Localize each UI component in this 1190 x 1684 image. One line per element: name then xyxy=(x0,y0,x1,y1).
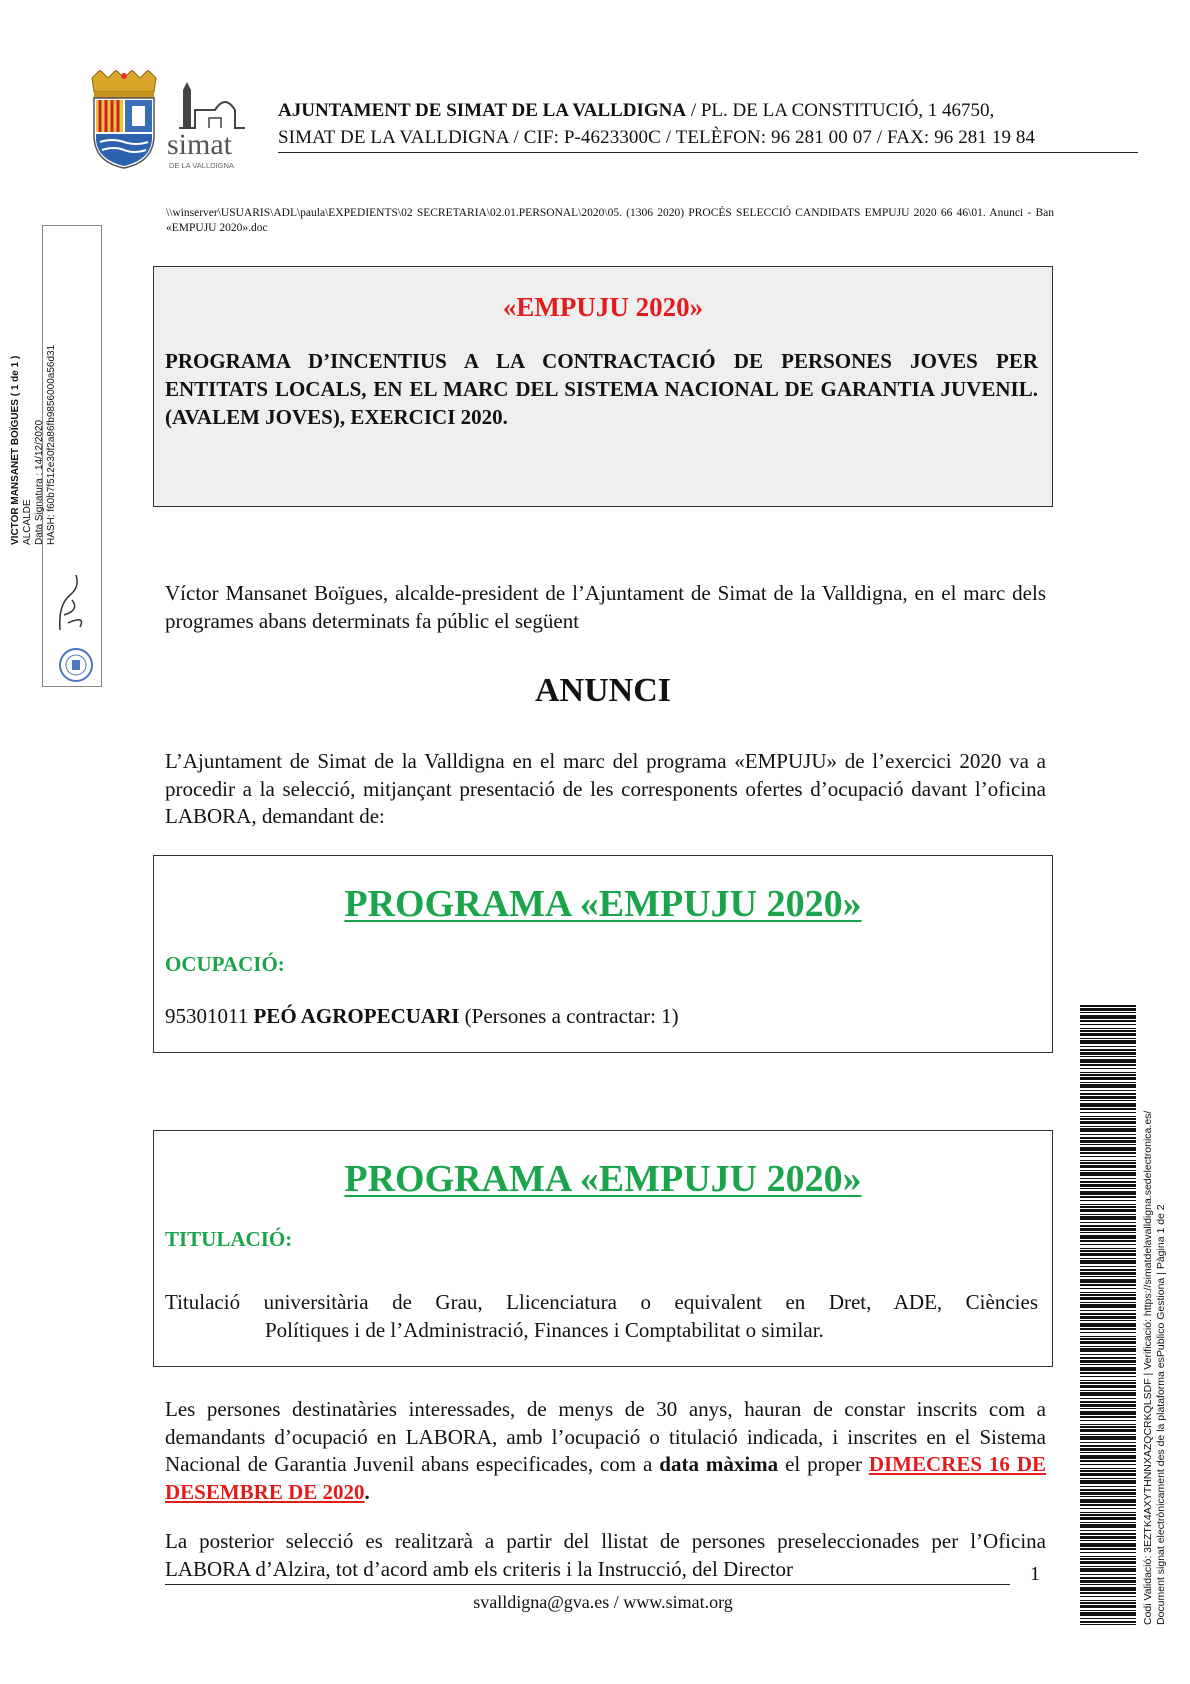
signature-hash: HASH: f60b7f512e30f2a86fb9856000a56d31 xyxy=(46,344,57,545)
signer-role: ALCALDE xyxy=(22,499,33,545)
footer-contact: svalldigna@gva.es / www.simat.org xyxy=(473,1592,733,1612)
intro-paragraph: Víctor Mansanet Boïgues, alcalde-president de l’Ajuntament de Simat de la Valldigna, en el marc dels programes abans determinats fa públic el següent xyxy=(165,581,1046,633)
simat-logo-icon xyxy=(165,80,253,175)
signature-date: Data Signatura : 14/12/2020 xyxy=(34,419,45,545)
org-name: AJUNTAMENT DE SIMAT DE LA VALLDIGNA xyxy=(278,100,687,121)
deadline-date: DIMECRES 16 DE DESEMBRE DE 2020 xyxy=(165,1452,1047,1504)
announcement-heading: ANUNCI xyxy=(535,672,671,709)
qualification-text xyxy=(165,1288,1038,1344)
handwritten-signature-icon xyxy=(50,565,94,635)
occupation-entry xyxy=(165,1004,679,1029)
validation-platform: Document signat electrònicament des de la plataforma esPublico Gestiona | Pàgina 1 de 2 xyxy=(1155,1204,1167,1625)
occupation-program-title: PROGRAMA «EMPUJU 2020» xyxy=(344,883,862,925)
validation-text xyxy=(1142,1111,1168,1625)
body-paragraph-1: L’Ajuntament de Simat de la Valldigna en el marc del programa «EMPUJU» de l’exercici 2020 va a procedir a la selecció, mitjançant presentació de les corresponents ofertes d’ocupació davant l’oficina LABORA, demandant de: xyxy=(165,749,1046,828)
program-title: «EMPUJU 2020» xyxy=(502,292,704,322)
occupation-name: PEÓ AGROPECUARI xyxy=(253,1004,460,1028)
svg-text:DE LA VALLDIGNA: DE LA VALLDIGNA xyxy=(169,161,234,170)
address-part: / PL. DE LA CONSTITUCIÓ, 1 46750, xyxy=(690,100,995,121)
header-line-1 xyxy=(278,100,994,122)
qualification-line-1: Titulació universitària de Grau, Llicenciatura o equivalent en Dret, ADE, Ciències xyxy=(165,1290,1038,1314)
occupation-label: OCUPACIÓ: xyxy=(165,952,285,976)
file-path: \\winserver\USUARIS\ADL\paula\EXPEDIENTS\02 SECRETARIA\02.01.PERSONAL\2020\05. (1306 2020) PROCÉS SELECCIÓ CANDIDATS EMPUJU 2020 66 46\01. Anunci - Ban «EMPUJU 2020».doc xyxy=(166,207,1054,234)
official-seal-icon xyxy=(58,647,94,683)
deadline-end: . xyxy=(364,1479,370,1504)
footer-divider xyxy=(165,1584,1010,1585)
deadline-label: data màxima xyxy=(659,1452,779,1476)
page-number: 1 xyxy=(1030,1563,1040,1585)
svg-text:simat: simat xyxy=(167,128,232,161)
header-divider xyxy=(278,152,1138,153)
occupation-code: 95301011 xyxy=(165,1004,249,1028)
header-line-2: SIMAT DE LA VALLDIGNA / CIF: P-4623300C / TELÈFON: 96 281 00 07 / FAX: 96 281 19 84 xyxy=(278,127,1036,148)
deadline-mid: el proper xyxy=(778,1452,869,1476)
occupation-count: (Persones a contractar: 1) xyxy=(464,1004,679,1028)
deadline-intro: Les persones destinatàries interessades, de menys de 30 anys, hauran de constar inscrits com a demandants d’ocupació en LABORA, amb l’ocupació o titulació indicada, i inscrites en el Sistema Nacional de Garantia Juvenil abans especificades, com a xyxy=(165,1397,1046,1476)
program-subtitle: PROGRAMA D’INCENTIUS A LA CONTRACTACIÓ DE PERSONES JOVES PER ENTITATS LOCALS, EN EL MARC DEL SISTEMA NACIONAL DE GARANTIA JUVENIL. (AVALEM JOVES), EXERCICI 2020. xyxy=(165,349,1038,429)
qualification-line-2: Polítiques i de l’Administració, Finances i Comptabilitat o similar. xyxy=(265,1318,824,1342)
body-paragraph-2 xyxy=(165,1396,1046,1506)
validation-code: Codi Validació: 3EZTK4AXYTHNNXAZQCRKQLSDF | Verificació: https://simatdelavalldigna.sedelectronica.es/ xyxy=(1142,1110,1154,1625)
qualification-program-title: PROGRAMA «EMPUJU 2020» xyxy=(344,1158,862,1200)
coat-of-arms-icon xyxy=(84,70,164,170)
signer-name: VICTOR MANSANET BOÏGUES ( 1 de 1 ) xyxy=(10,355,21,545)
body-paragraph-3: La posterior selecció es realitzarà a partir del llistat de persones preseleccionades per l’Oficina LABORA d’Alzira, tot d’acord amb els criteris i la Instrucció, del Director xyxy=(165,1529,1046,1581)
barcode-icon xyxy=(1080,1005,1136,1625)
signature-details xyxy=(10,345,58,545)
qualification-label: TITULACIÓ: xyxy=(165,1227,293,1251)
